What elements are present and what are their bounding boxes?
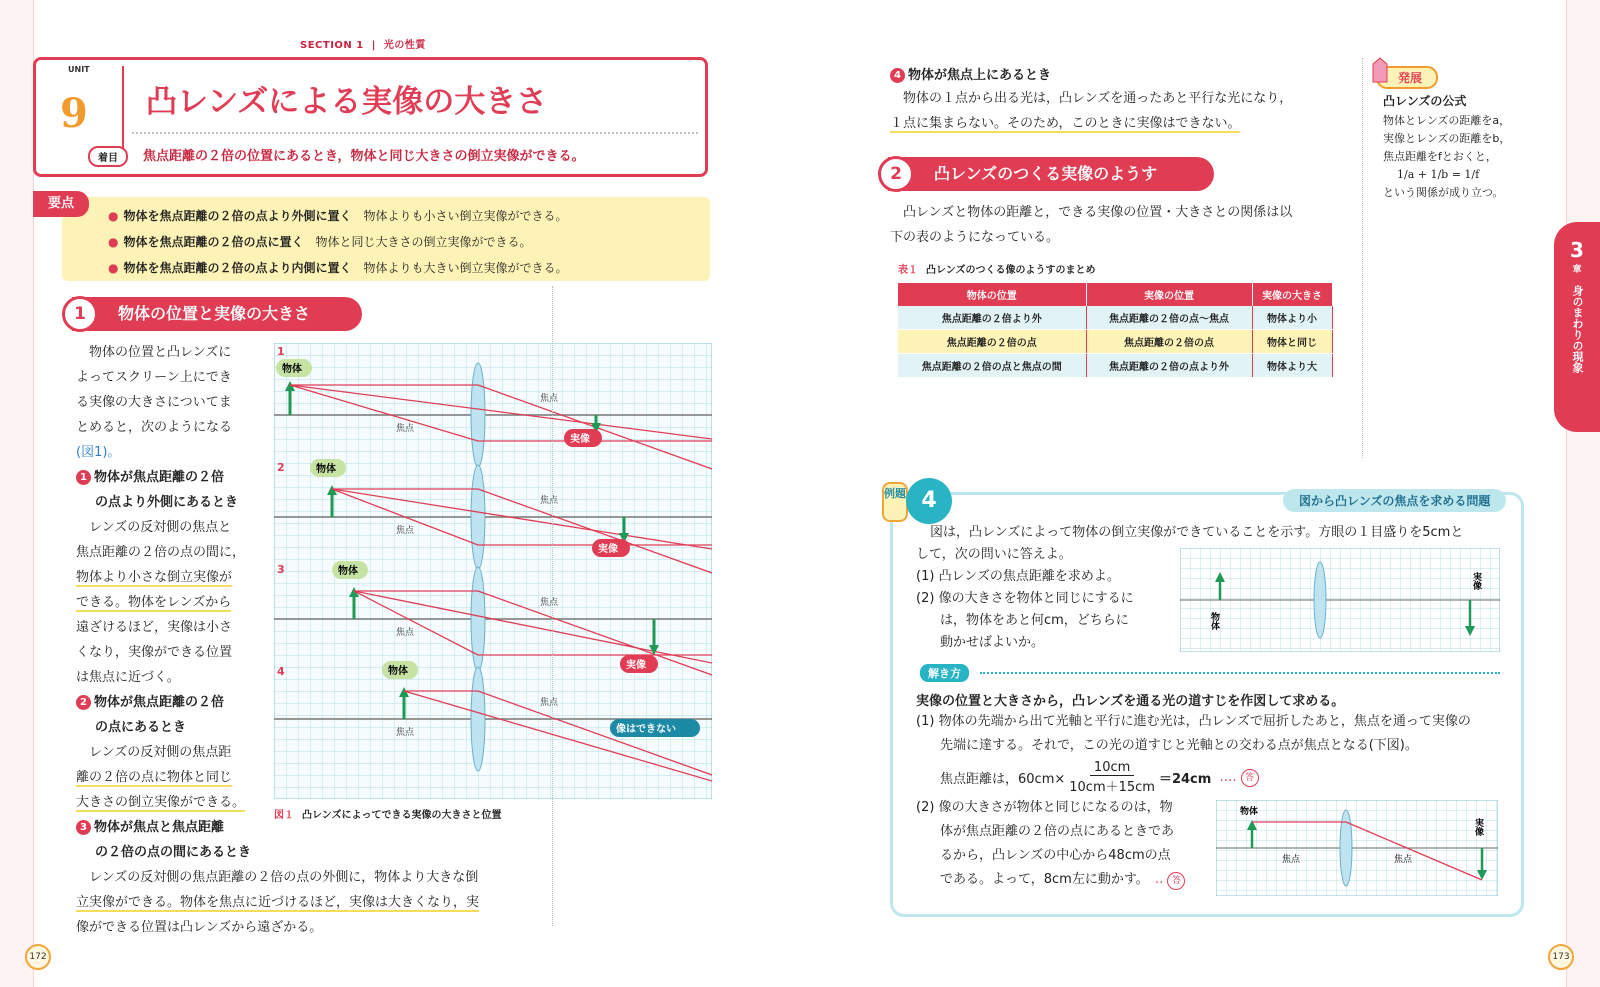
- example-header: 図から凸レンズの焦点を求める問題: [1283, 489, 1506, 512]
- page-number-right: 173: [1548, 944, 1574, 970]
- key-point-3: ● 物体を焦点距離の２倍の点より内側に置く 物体よりも大きい倒立実像ができる。: [108, 261, 568, 275]
- focus-label-1a: 焦点: [396, 424, 415, 434]
- title-dotted-rule: [132, 132, 698, 134]
- section-1-intro: 物体の位置と凸レンズに よってスクリーン上にでき る実像の大きさについてま とめると，次のようになる (図1)。 1 物体が焦点距離の２倍 の点より外側にあるとき レンズの反対側の焦点と 焦点距離の２倍の点の間に， 物体より小さな倒立実像が できる。物体をレンズから 遠ざけるほど，実像は小さ くなり，実像ができる位置 は焦点に近づく。 2 物体が焦点距離の２倍 の点にあるとき レンズの反対側の焦点距 離の２倍の点に物体と同じ 大きさの倒立実像ができる。 3 物体が焦点と焦点距離 の２倍の点の間にあるとき: [76, 345, 252, 860]
- image-label-3: 実像: [626, 660, 646, 671]
- table-cell: 焦点距離の２倍の点: [1086, 330, 1252, 354]
- running-header: [300, 36, 426, 51]
- table-1: [898, 283, 1333, 378]
- answer-1: (1) 物体の先端から出て光軸と平行に進む光は，凸レンズで屈折したあと，焦点を通って実像の 先端に達する。それで，この光の道すじと光軸との交わる点が焦点となる(下図)。: [916, 714, 1471, 753]
- focus-label-1b: 焦点: [540, 394, 559, 404]
- answer-2: (2) 像の大きさが物体と同じになるのは，物 体が焦点距離の２倍の点にあるときであ るから，凸レンズの中心から48cmの点 である。よって，8cm左に動かす。 ‥ 答: [916, 796, 1216, 892]
- object-label-2: 物体: [316, 464, 336, 475]
- sidebar-divider: [1362, 58, 1363, 458]
- table-row: [898, 306, 1332, 330]
- table-cell: 焦点距離の２倍より外: [898, 306, 1086, 330]
- table-header: 実像の大きさ: [1252, 283, 1332, 306]
- chapter-tab: 3 章 身のまわりの現象: [1554, 222, 1600, 432]
- solution-object-label: 物体: [1240, 807, 1259, 817]
- table-cell: 物体より小: [1252, 306, 1332, 330]
- table-cell: 焦点距離の２倍の点〜焦点: [1086, 306, 1252, 330]
- solution-method: 実像の位置と大きさから，凸レンズを通る光の道すじを作図して求める。: [916, 694, 1345, 709]
- object-label-4: 物体: [388, 666, 408, 677]
- column-divider: [552, 286, 553, 926]
- focus-label-4a: 焦点: [396, 728, 415, 738]
- panel-4-number: 4: [277, 665, 285, 678]
- header-separator: |: [371, 40, 376, 51]
- answer-mark-1: 答: [1241, 769, 1259, 787]
- left-page-edge: [0, 0, 34, 987]
- section-1-number: 1: [62, 296, 98, 332]
- page-number-left: 172: [25, 944, 51, 970]
- example-badge: 例題: [882, 482, 908, 522]
- figure-1-ray-diagrams: [274, 343, 712, 799]
- unit-number: 9: [60, 90, 88, 137]
- example-problem: 図は，凸レンズによって物体の倒立実像ができていることを示す。方眼の１目盛りを5cmと して，次の問いに答えよ。: [916, 525, 1464, 562]
- table-row: [898, 354, 1332, 378]
- focus-label-2a: 焦点: [396, 526, 415, 536]
- table-cell: 焦点距離の２倍の点と焦点の間: [898, 354, 1086, 378]
- page-title: 凸レンズによる実像の大きさ: [146, 84, 548, 120]
- hatten-content: 凸レンズの公式 物体とレンズの距離をa， 実像とレンズの距離をb， 焦点距離をfとおくと， 1/a + 1/b = 1/f という関係が成り立つ。: [1383, 94, 1511, 199]
- unit-label: UNIT: [68, 65, 90, 74]
- right-page-edge: [1566, 0, 1600, 987]
- example-grid-diagram: [1180, 548, 1500, 652]
- section-1-heading: 物体の位置と実像の大きさ: [72, 297, 362, 331]
- example-questions: (1) 凸レンズの焦点距離を求めよ。 (2) 像の大きさを物体と同じにするに は，物体をあと何cm，どちらに 動かせばよいか。: [916, 569, 1134, 650]
- image-label-1: 実像: [570, 434, 590, 445]
- focal-length-calc: 焦点距離は，60cm× $\frac{10cm}{10cm+15cm}$ ＝24cm ‥‥ 答: [940, 760, 1259, 795]
- table-cell: 物体と同じ: [1252, 330, 1332, 354]
- section-2-number: 2: [878, 156, 914, 192]
- focus-label-3a: 焦点: [396, 628, 415, 638]
- object-label-3: 物体: [338, 566, 358, 577]
- section-topic: 光の性質: [383, 40, 426, 51]
- section-2-body: 凸レンズと物体の距離と，できる実像の位置・大きさとの関係は以 下の表のようになっている。: [890, 205, 1293, 245]
- chakumoku-badge: 着目: [88, 146, 128, 167]
- focus-label-3b: 焦点: [540, 598, 559, 608]
- example-number: 4: [906, 478, 952, 524]
- panel-3-number: 3: [277, 563, 285, 576]
- case-4-heading: 4 物体が焦点上にあるとき: [890, 64, 1051, 83]
- section-2-heading: 凸レンズのつくる実像のようす: [888, 157, 1214, 191]
- solution-label: 解き方: [920, 664, 969, 682]
- table-header: 実像の位置: [1086, 283, 1252, 306]
- key-point-2: ● 物体を焦点距離の２倍の点に置く 物体と同じ大きさの倒立実像ができる。: [108, 235, 532, 249]
- table-cell: 焦点距離の２倍の点より外: [1086, 354, 1252, 378]
- solution-focus-label-b: 焦点: [1394, 855, 1413, 865]
- table-1-caption: 表１ 凸レンズのつくる像のようすのまとめ: [898, 265, 1096, 276]
- figure-1-caption: 図１ 凸レンズによってできる実像の大きさと位置: [274, 810, 502, 821]
- panel-2-number: 2: [277, 461, 285, 474]
- key-points-label: 要点: [33, 191, 89, 217]
- example-image-label: 実像: [1471, 572, 1481, 590]
- table-cell: 物体より大: [1252, 354, 1332, 378]
- case-3-body: レンズの反対側の焦点距離の２倍の点の外側に，物体より大きな倒 立実像ができる。物体を焦点に近づけるほど，実像は大きくなり，実 像ができる位置は凸レンズから遠ざかる。: [76, 870, 480, 935]
- solution-rule: [980, 672, 1500, 674]
- key-point-1: ● 物体を焦点距離の２倍の点より外側に置く 物体よりも小さい倒立実像ができる。: [108, 209, 568, 223]
- image-label-2: 実像: [598, 544, 618, 555]
- no-image-label: 像はできない: [616, 724, 676, 735]
- lens-formula: 1/a + 1/b = 1/f: [1397, 168, 1480, 181]
- solution-image-label: 実像: [1473, 818, 1483, 836]
- solution-focus-label-a: 焦点: [1282, 855, 1301, 865]
- hatten-badge: 発展: [1376, 66, 1438, 89]
- hatten-icon: [1369, 56, 1391, 84]
- hatten-title: 凸レンズの公式: [1383, 94, 1467, 108]
- table-cell: 焦点距離の２倍の点: [898, 330, 1086, 354]
- focus-label-2b: 焦点: [540, 496, 559, 506]
- focus-label-4b: 焦点: [540, 698, 559, 708]
- section-label: SECTION 1: [300, 40, 364, 51]
- chakumoku-text: 焦点距離の２倍の位置にあるとき，物体と同じ大きさの倒立実像ができる。: [143, 149, 585, 164]
- object-label-1: 物体: [282, 364, 302, 375]
- example-solution-diagram: [1216, 800, 1498, 896]
- panel-1-number: 1: [277, 345, 285, 358]
- table-row: [898, 330, 1332, 354]
- example-object-label: 物体: [1209, 612, 1219, 630]
- answer-mark-2: 答: [1167, 872, 1185, 890]
- case-4-body: 物体の１点から出る光は，凸レンズを通ったあと平行な光になり， １点に集まらない。そのため，このときに実像はできない。: [890, 91, 1293, 131]
- table-header: 物体の位置: [898, 283, 1086, 306]
- table-header-row: [898, 283, 1332, 306]
